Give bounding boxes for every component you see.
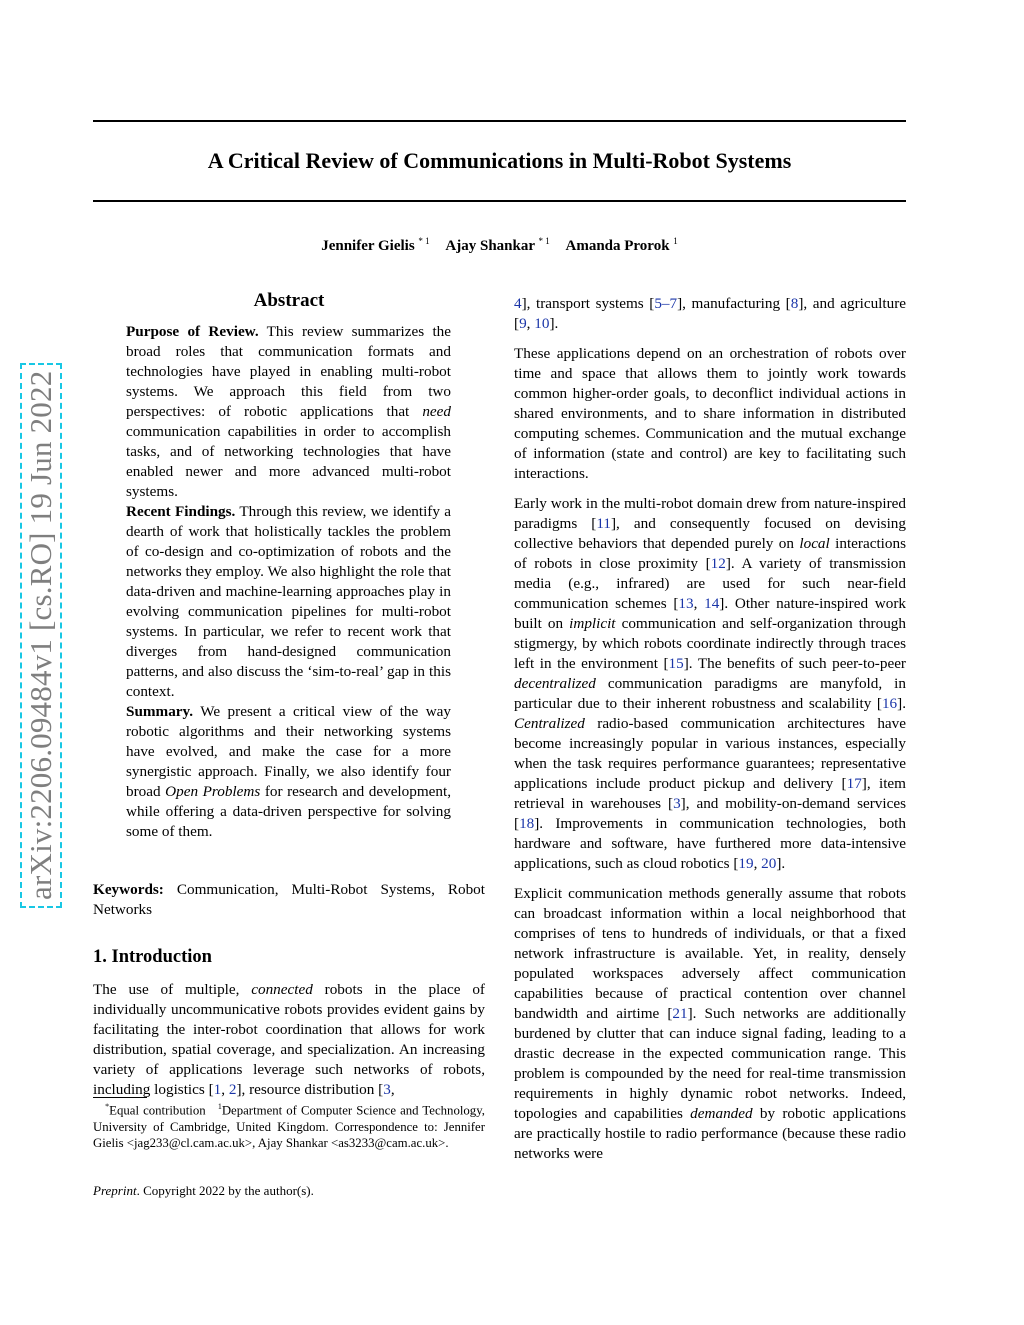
author-mark: 1: [673, 236, 678, 246]
citation-link[interactable]: 8: [790, 295, 799, 312]
keywords-text: Communication, Multi-Robot Systems, Robot Networks: [93, 881, 485, 918]
footnote: [93, 1099, 485, 1152]
citation-link[interactable]: 16: [881, 695, 898, 712]
emphasis: local: [799, 535, 830, 552]
author-name: Jennifer Gielis: [321, 238, 415, 254]
citation-link[interactable]: 18: [519, 815, 535, 832]
text-run: robots in the place of individually uncommunicative robots provides evident gains by facilitating the inter-robot coordination that allows for work distribution, spatial coverage, and specialization. An increasing variety of applications leverage such networks of robots, including logistics [: [93, 981, 485, 1098]
affiliation-text: Department of Computer Science and Technology, University of Cambridge, United Kingdom. Correspondence to: Jennifer Gielis <jag233@cl.cam.ac.uk>, Ajay Shankar <as3233@cam.ac.uk>.: [93, 1103, 485, 1151]
purpose-text: This review summarizes the broad roles that communication formats and technologies have played in enabling multi-robot systems. We approach this field from two perspectives: of robotic applications that: [126, 323, 451, 420]
citation-link[interactable]: 5–7: [654, 295, 678, 312]
summary-label: Summary.: [126, 703, 194, 720]
citation-link[interactable]: 4: [514, 295, 522, 312]
footnote-rule: [93, 1097, 147, 1098]
text-run: communication paradigms are manyfold, in particular due to their inherent robustness and scalability [: [514, 675, 906, 712]
summary-text: We present a critical view of the way robotic algorithms and their networking systems have evolved, and make the case for a more synergistic approach. Finally, we also identify four broad: [126, 703, 451, 800]
citation-link[interactable]: 10: [534, 315, 550, 332]
left-column: [93, 290, 485, 1100]
citation-link[interactable]: 13: [678, 595, 694, 612]
author-name: Amanda Prorok: [565, 238, 670, 254]
text-run: interactions of robots in close proximity [: [514, 535, 906, 572]
citation-link[interactable]: 12: [710, 555, 726, 572]
text-run: ]. Other nature-inspired work built on: [514, 595, 906, 632]
text-run: radio-based communication architectures have become increasingly popular in various instances, especially when the task requires performance guarantees; representative applications include product pickup and delivery [: [514, 715, 906, 792]
abstract-findings: [126, 502, 451, 702]
emphasis: Centralized: [514, 715, 585, 732]
author-mark: * 1: [538, 236, 550, 246]
abstract-purpose: [126, 322, 451, 502]
findings-label: Recent Findings.: [126, 503, 236, 520]
right-column: [514, 294, 906, 1164]
emphasis: demanded: [690, 1105, 753, 1122]
text-run: ]. The benefits of such peer-to-peer: [683, 655, 906, 672]
text-run: The use of multiple,: [93, 981, 252, 998]
text-run: ], item retrieval in warehouses [: [514, 775, 906, 812]
citation-link[interactable]: 15: [668, 655, 684, 672]
citation-link[interactable]: 11: [596, 515, 611, 532]
author-mark: * 1: [418, 236, 430, 246]
text-run: ].: [549, 315, 559, 332]
author: [445, 238, 549, 254]
text-run: ], and mobility-on-demand services [: [514, 795, 906, 832]
emphasis: implicit: [569, 615, 616, 632]
citation-link[interactable]: 21: [672, 1005, 688, 1022]
text-run: ], transport systems [: [521, 295, 655, 312]
paper-title: A Critical Review of Communications in Multi-Robot Systems: [207, 148, 792, 173]
text-run: ].: [776, 855, 786, 872]
text-run: ], manufacturing [: [677, 295, 791, 312]
abstract-summary: [126, 702, 451, 842]
text-run: ], resource distribution [: [236, 1081, 384, 1098]
abstract-heading: Abstract: [253, 290, 325, 311]
copyright-text: . Copyright 2022 by the author(s).: [136, 1183, 314, 1198]
author-list: [93, 236, 906, 255]
intro-paragraph: The use of multiple, connected robots in the place of individually uncommunicative robots provides evident gains by facilitating the inter-robot coordination that allows for work distribution, spatial coverage, and specialization. An increasing variety of applications leverage such networks of robots, including logistics [1, 2], resource distribution [3,: [93, 981, 485, 1098]
body-paragraph: [514, 884, 906, 1164]
section-heading-introduction: 1. Introduction: [93, 947, 212, 967]
citation-link[interactable]: 19: [738, 855, 754, 872]
intro-paragraph-continued: 4], transport systems [5–7], manufacturing [8], and agriculture [9, 10].: [514, 295, 907, 332]
text-run: ], and consequently focused on devising collective behaviors that depended purely on: [514, 515, 906, 552]
author-name: Ajay Shankar: [445, 238, 535, 254]
text-run: ], and agriculture [: [514, 295, 907, 332]
preprint-notice: [93, 1183, 314, 1199]
text-run: communication and self-organization through stigmergy, by which robots coordinate indirectly through traces left in the environment [: [514, 615, 906, 672]
text-run: Explicit communication methods generally assume that robots can broadcast information within a local neighborhood that comprises of tens to hundreds of individuals, or that a fixed network infrastructure is available. Yet, in reality, densely populated workspaces adversely affect communication capabilities because of practical contention over channel bandwidth and airtime [: [514, 885, 906, 1022]
title-rule-top: [93, 120, 906, 122]
text-run: Early work in the multi-robot domain drew from nature-inspired paradigms [: [514, 495, 906, 532]
text-run: by robotic applications are practically hostile to radio performance (because these radio networks were: [514, 1105, 906, 1162]
keywords-label: Keywords:: [93, 881, 164, 898]
preprint-label: Preprint: [93, 1183, 137, 1198]
citation-link[interactable]: 3: [383, 1081, 391, 1098]
citation-link[interactable]: 9: [519, 315, 527, 332]
emphasis: decentralized: [514, 675, 596, 692]
purpose-label: Purpose of Review.: [126, 323, 259, 340]
citation-link[interactable]: 2: [228, 1081, 237, 1098]
arxiv-identifier-stamp[interactable]: arXiv:2206.09484v1 [cs.RO] 19 Jun 2022: [20, 363, 62, 908]
body-paragraph: These applications depend on an orchestration of robots over time and space that allows them to jointly work towards common higher-order goals, to deconflict individual actions in shared environments, and to share information in distributed computing schemes. Communication and the mutual exchange of information (state and control) are key to facilitating such interactions.: [514, 345, 906, 482]
body-paragraph: Early work in the multi-robot domain drew from nature-inspired paradigms [11], and consequently focused on devising collective behaviors that depended purely on local interactions of robots in close proximity [12]. A variety of transmission media (e.g., infrared) are used for such near-field communication schemes [13, 14]. Other nature-inspired work built on implicit communication and self-organization through stigmergy, by which robots coordinate indirectly through traces left in the environment [15]. The benefits of such peer-to-peer decentralized communication paradigms are manyfold, in particular due to their inherent robustness and scalability [16]. Centralized radio-based communication architectures have become increasingly popular in various instances, especially when the task requires performance guarantees; representative applications include product pickup and delivery [17], item retrieval in warehouses [3], and mobility-on-demand services [18]. Improvements in communication technologies, both hardware and software, have furthered more data-intensive applications, such as cloud robotics [19, 20].: [514, 495, 906, 872]
purpose-emphasis: need: [422, 403, 451, 420]
text-run: ]. Such networks are additionally burdened by clutter that can induce signal fading, leading to a drastic decrease in the expected communication range. This problem is compounded by the need for real-time transmission requirements in highly dynamic robot networks. Indeed, topologies and capabilities: [514, 1005, 906, 1122]
keywords: [93, 880, 485, 920]
equal-contribution-note: Equal contribution: [109, 1103, 206, 1118]
text-run: ].: [897, 695, 906, 712]
emphasis: connected: [251, 981, 313, 998]
purpose-text-2: communication capabilities in order to accomplish tasks, and of networking technologies that have enabled newer and more advanced multi-robot systems.: [126, 423, 451, 500]
citation-link[interactable]: 14: [704, 595, 720, 612]
author: [321, 238, 429, 254]
title-rule-bottom: [93, 200, 906, 202]
citation-link[interactable]: 20: [761, 855, 777, 872]
citation-link[interactable]: 1: [213, 1081, 222, 1098]
affiliation-mark: 1: [217, 1102, 222, 1111]
footnote-star: *: [105, 1102, 110, 1111]
citation-link[interactable]: 17: [846, 775, 862, 792]
text-run: ]. A variety of transmission media (e.g., infrared) are used for such near-field communication schemes [: [514, 555, 906, 612]
citation-link[interactable]: 3: [673, 795, 681, 812]
summary-text-2: for research and development, while offering a data-driven perspective for solving some of them.: [126, 783, 452, 840]
findings-text: Through this review, we identify a dearth of work that holistically tackles the problem of co-design and co-optimization of robots and the networks they employ. We also highlight the role that data-driven and machine-learning approaches play in evolving communication pipelines for multi-robot systems. In particular, we refer to recent work that diverges from hand-designed communication patterns, and also discuss the ‘sim-to-real’ gap in this context.: [126, 503, 451, 700]
summary-emphasis: Open Problems: [165, 783, 261, 800]
text-run: ]. Improvements in communication technologies, both hardware and software, have furthered more data-intensive applications, such as cloud robotics [: [514, 815, 906, 872]
author: [566, 238, 678, 254]
